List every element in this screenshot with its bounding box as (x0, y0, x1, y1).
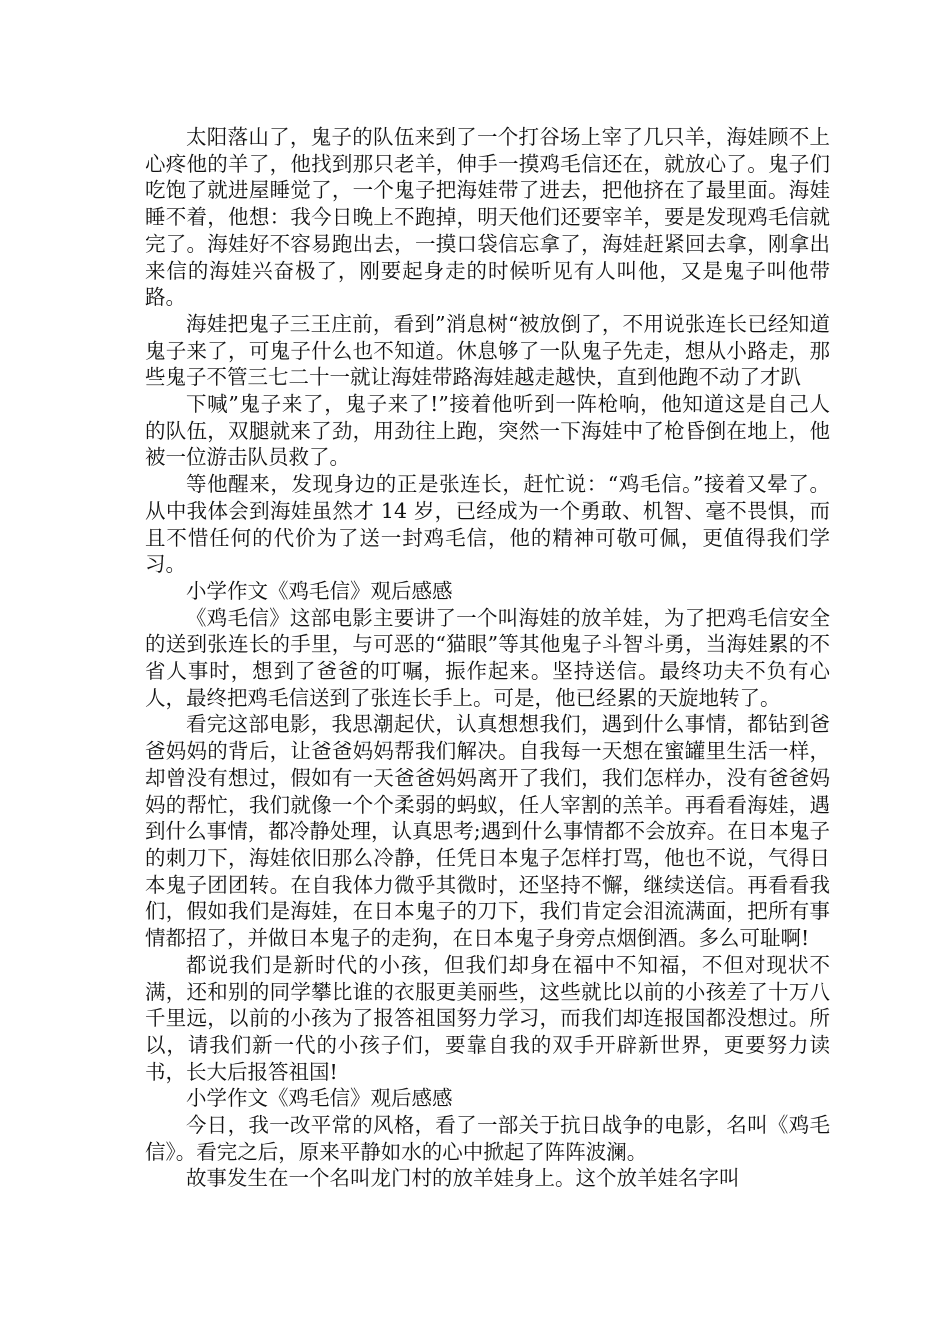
section-heading: 小学作文《鸡毛信》观后感感 (186, 578, 453, 603)
paragraph: 《鸡毛信》这部电影主要讲了一个叫海娃的放羊娃，为了把鸡毛信安全的送到张连长的手里，与可恶的“猫眼”等其他鬼子斗智斗勇，当海娃累的不省人事时，想到了爸爸的叮嘱，振作起来。坚持送信。最终功夫不负有心人，最终把鸡毛信送到了张连长手上。可是，他已经累的天旋地转了。 (145, 605, 830, 710)
paragraph: 都说我们是新时代的小孩，但我们却身在福中不知福，不但对现状不满，还和别的同学攀比谁的衣服更美丽些，这些就比以前的小孩差了十万八千里远，以前的小孩为了报答祖国努力学习，而我们却连报国都没想过。所以，请我们新一代的小孩子们，要靠自我的双手开辟新世界，更要努力读书，长大后报答祖国! (145, 952, 830, 1084)
paragraph: 等他醒来，发现身边的正是张连长，赶忙说：“鸡毛信。”接着又晕了。从中我体会到海娃虽然才 14 岁，已经成为一个勇敢、机智、毫不畏惧，而且不惜任何的代价为了送一封鸡毛信，他的精神可敬可佩，更值得我们学习。 (145, 472, 830, 577)
paragraph: 看完这部电影，我思潮起伏，认真想想我们，遇到什么事情，都钻到爸爸妈妈的背后，让爸爸妈妈帮我们解决。自我每一天想在蜜罐里生活一样，却曾没有想过，假如有一天爸爸妈妈离开了我们，我们怎样办，没有爸爸妈妈的帮忙，我们就像一个个柔弱的蚂蚁，任人宰割的羔羊。再看看海娃，遇到什么事情，都冷静处理，认真思考;遇到什么事情都不会放弃。在日本鬼子的刺刀下，海娃依旧那么冷静，任凭日本鬼子怎样打骂，他也不说，气得日本鬼子团团转。在自我体力微乎其微时，还坚持不懈，继续送信。再看看我们，假如我们是海娃，在日本鬼子的刀下，我们肯定会泪流满面，把所有事情都招了，并做日本鬼子的走狗，在日本鬼子身旁点烟倒酒。多么可耻啊! (145, 712, 830, 951)
document-page (145, 124, 830, 1192)
paragraph: 今日，我一改平常的风格，看了一部关于抗日战争的电影，名叫《鸡毛信》。看完之后，原来平静如水的心中掀起了阵阵波澜。 (145, 1113, 830, 1164)
paragraph: 故事发生在一个名叫龙门村的放羊娃身上。这个放羊娃名字叫 (186, 1166, 740, 1191)
paragraph: 太阳落山了，鬼子的队伍来到了一个打谷场上宰了几只羊，海娃顾不上心疼他的羊了，他找到那只老羊，伸手一摸鸡毛信还在，就放心了。鬼子们吃饱了就进屋睡觉了，一个鬼子把海娃带了进去，把他挤在了最里面。海娃睡不着，他想：我今日晚上不跑掉，明天他们还要宰羊，要是发现鸡毛信就完了。海娃好不容易跑出去，一摸口袋信忘拿了，海娃赶紧回去拿，刚拿出来信的海娃兴奋极了，刚要起身走的时候听见有人叫他，又是鬼子叫他带路。 (145, 125, 830, 310)
paragraph: 下喊”鬼子来了，鬼子来了!”接着他听到一阵枪响，他知道这是自己人的队伍，双腿就来了劲，用劲往上跑，突然一下海娃中了枪昏倒在地上，他被一位游击队员救了。 (145, 392, 830, 470)
paragraph: 海娃把鬼子三王庄前，看到”消息树“被放倒了，不用说张连长已经知道鬼子来了，可鬼子什么也不知道。休息够了一队鬼子先走，想从小路走，那些鬼子不管三七二十一就让海娃带路海娃越走越快，直到他跑不动了才趴 (145, 311, 830, 390)
section-heading: 小学作文《鸡毛信》观后感感 (186, 1086, 453, 1111)
